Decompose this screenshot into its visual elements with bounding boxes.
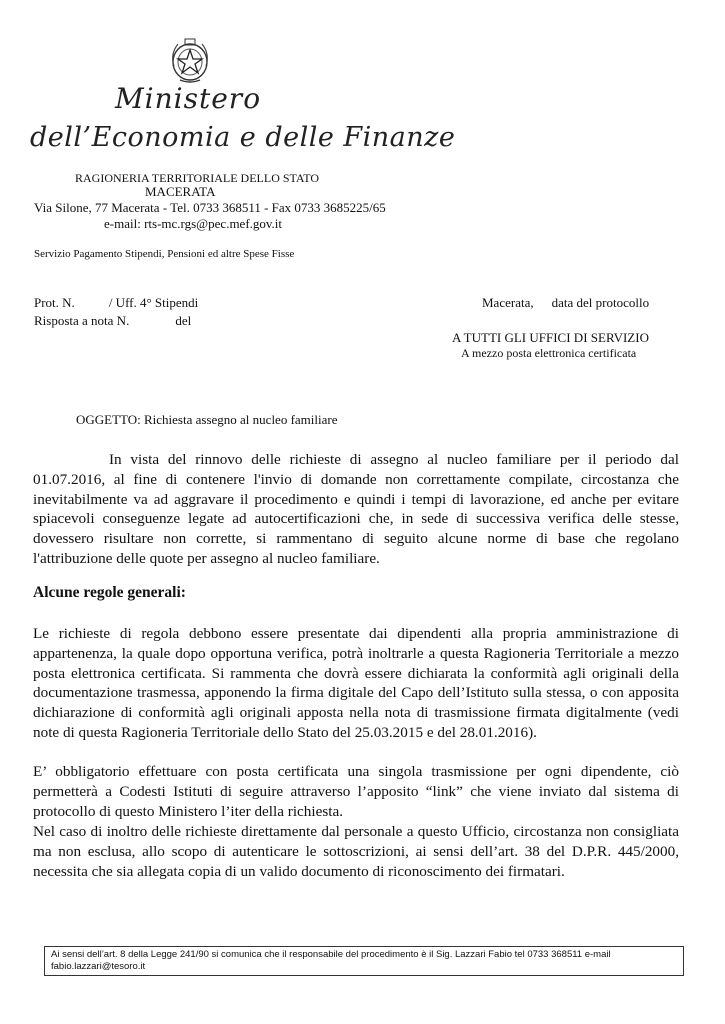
section-heading: Alcune regole generali: [33, 584, 186, 601]
italian-republic-emblem-icon [168, 36, 212, 84]
footer-note: Ai sensi dell’art. 8 della Legge 241/90 si comunica che il responsabile del procedimento è il Sig. Lazzari Fabio tel 0733 368511 e-mail fabio.lazzari@tesoro.it [44, 946, 684, 976]
place-date [482, 295, 649, 311]
subject: OGGETTO: Richiesta assegno al nucleo familiare [76, 412, 338, 427]
body-paragraph-2: Le richieste di regola debbono essere presentate dai dipendenti alla propria amministrazione di appartenenza, la quale dopo opportuna verifica, potrà inoltrarle a questa Ragioneria Territoriale a mezzo posta elettronica certificata. Si rammenta che dovrà essere dichiarata la conformità agli originali della documentazione trasmessa, apponendo la firma digitale del Capo dell’Istituto sulla stessa, o con apposita dichiarazione di conformità agli originali apposta nella nota di trasmissione firmata digitalmente (vedi note di questa Ragioneria Territoriale dello Stato del 25.03.2015 e del 28.01.2016). [33, 625, 679, 741]
office-name: RAGIONERIA TERRITORIALE DELLO STATO [75, 171, 320, 185]
del-label: del [175, 313, 192, 328]
body-paragraph-1: In vista del rinnovo delle richieste di assegno al nucleo familiare per il periodo dal 01.07.2016, al fine di contenere l'invio di domande non correttamente compilate, circostanza che inevitabilmente va ad aggravare il procedimento e quindi i tempi di lavorazione, ed anche per evitare spiacevoli conseguenze legate ad autocertificazioni che, in sede di successiva verifica delle stesse, dovessero risultare non corrette, si rammentano di seguito alcune norme di base che regolano l'attribuzione delle quote per assegno al nucleo familiare. [33, 451, 679, 567]
service-name: Servizio Pagamento Stipendi, Pensioni ed altre Spese Fisse [34, 248, 295, 260]
response-line [34, 313, 191, 329]
risposta-label: Risposta a nota N. [34, 313, 130, 328]
protocol-line [34, 295, 198, 311]
uff-label: / Uff. 4° Stipendi [108, 295, 199, 310]
prot-label: Prot. N. [34, 295, 75, 310]
office-address: Via Silone, 77 Macerata - Tel. 0733 368511 - Fax 0733 3685225/65 [34, 200, 386, 215]
recipient-line-1: A TUTTI GLI UFFICI DI SERVIZIO [452, 330, 649, 345]
recipient-line-2: A mezzo posta elettronica certificata [461, 346, 637, 360]
body-paragraph-3: E’ obbligatorio effettuare con posta certificata una singola trasmissione per ogni dipendente, ciò permetterà a Codesti Istituti di seguire attraverso l’apposito “link” che viene inviato dal sistema di protocollo di questo Ministero l’iter della richiesta. [33, 763, 679, 820]
ministry-full-name: dell’Economia e delle Finanze [30, 122, 456, 153]
office-city: MACERATA [145, 184, 216, 199]
office-email: e-mail: rts-mc.rgs@pec.mef.gov.it [104, 216, 283, 231]
date: data del protocollo [551, 295, 650, 310]
body-paragraph-4: Nel caso di inoltro delle richieste direttamente dal personale a questo Ufficio, circostanza non consigliata ma non esclusa, allo scopo di autenticare le sottoscrizioni, ai sensi dell’art. 38 del D.P.R. 445/2000, necessita che sia allegata copia di un valido documento di riconoscimento dei firmatari. [33, 823, 679, 880]
ministry-name: Ministero [115, 82, 262, 115]
place: Macerata, [482, 295, 534, 310]
